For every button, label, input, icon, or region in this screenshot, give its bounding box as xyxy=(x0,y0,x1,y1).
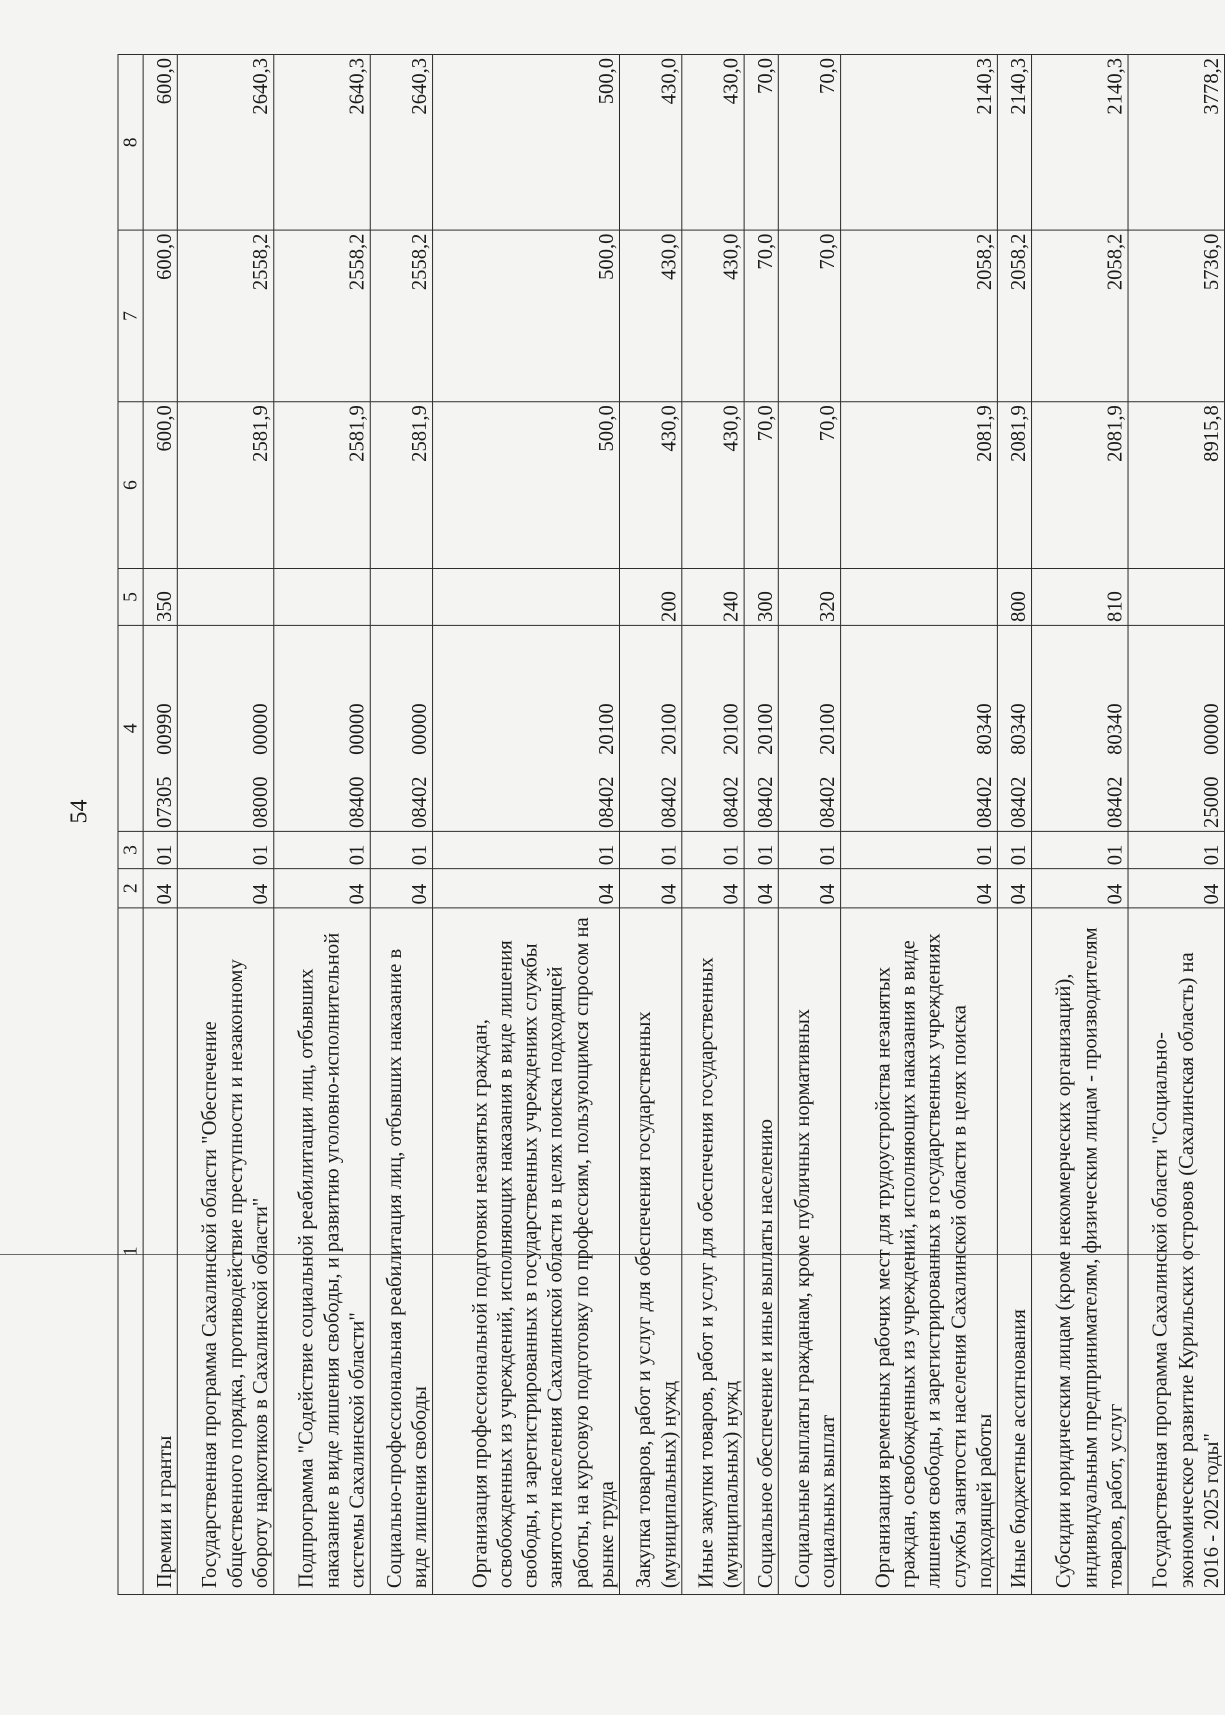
csr-code-part: 80340 xyxy=(1005,703,1030,755)
vr-code: 800 xyxy=(997,568,1031,625)
row-name: Организация временных рабочих мест для трудоустройства незанятых граждан, освобожденных из учреждений, исполняющих наказания в виде лишения свободы, и зарегистрированных в государственных учреждениях службы занятости населения Сахалинской области в целях поиска подходящей работы xyxy=(840,908,997,1595)
amount-col6: 2581,9 xyxy=(177,402,273,569)
rz-code: 04 xyxy=(619,869,681,908)
row-name: Премии и гранты xyxy=(143,908,177,1595)
table-row xyxy=(1031,55,1127,1595)
col-header: 1 xyxy=(118,908,143,1595)
csr-code xyxy=(778,625,840,831)
header-row xyxy=(118,55,143,1595)
csr-code-part: 08400 xyxy=(343,776,369,828)
row-name: Иные закупки товаров, работ и услуг для обеспечения государственных (муниципальных) нужд xyxy=(681,908,743,1595)
csr-code xyxy=(840,625,997,831)
amount-col6: 500,0 xyxy=(432,402,619,569)
csr-code xyxy=(619,625,681,831)
vr-code: 810 xyxy=(1031,568,1127,625)
vr-code: 320 xyxy=(778,568,840,625)
vr-code: 300 xyxy=(744,568,778,625)
amount-col7: 430,0 xyxy=(681,230,743,402)
amount-col7: 70,0 xyxy=(744,230,778,402)
vr-code: 200 xyxy=(619,568,681,625)
amount-col6: 8915,8 xyxy=(1128,402,1224,569)
amount-col8: 500,0 xyxy=(432,55,619,231)
csr-code-part: 25000 xyxy=(1198,776,1223,828)
table-row xyxy=(619,55,681,1595)
rz-code: 04 xyxy=(273,869,369,908)
table-row xyxy=(143,55,177,1595)
rz-code: 04 xyxy=(177,869,273,908)
amount-col6: 430,0 xyxy=(619,402,681,569)
amount-col7: 70,0 xyxy=(778,230,840,402)
csr-code-part: 00000 xyxy=(406,703,431,755)
col-header: 4 xyxy=(118,625,143,831)
csr-code-part: 08402 xyxy=(717,776,742,828)
amount-col7: 430,0 xyxy=(619,230,681,402)
pr-code: 01 xyxy=(273,831,369,868)
pr-code: 01 xyxy=(778,831,840,868)
row-name: Социальные выплаты гражданам, кроме публичных нормативных социальных выплат xyxy=(778,908,840,1595)
amount-col7: 2558,2 xyxy=(177,230,273,402)
csr-code-part: 08402 xyxy=(1005,776,1030,828)
pr-code: 01 xyxy=(681,831,743,868)
amount-col6: 70,0 xyxy=(744,402,778,569)
amount-col7: 600,0 xyxy=(143,230,177,402)
csr-code xyxy=(681,625,743,831)
vr-code xyxy=(432,568,619,625)
row-name: Социально-профессиональная реабилитация лиц, отбывших наказание в виде лишения свободы xyxy=(370,908,432,1595)
page-number: 54 xyxy=(66,799,93,824)
csr-code xyxy=(1128,625,1224,831)
table-row xyxy=(681,55,743,1595)
row-name: Социальное обеспечение и иные выплаты населению xyxy=(744,908,778,1595)
pr-code: 01 xyxy=(744,831,778,868)
pr-code: 01 xyxy=(143,831,177,868)
csr-code-part: 08402 xyxy=(406,776,431,828)
col-header: 3 xyxy=(118,831,143,868)
budget-table xyxy=(117,54,1225,1595)
csr-code-part: 80340 xyxy=(1101,703,1126,755)
amount-col7: 2058,2 xyxy=(840,230,997,402)
csr-code-part: 08402 xyxy=(971,776,996,828)
row-name: Иные бюджетные ассигнования xyxy=(997,908,1031,1595)
csr-code-part: 00000 xyxy=(1198,703,1223,755)
pr-code: 01 xyxy=(1128,831,1224,868)
row-name: Субсидии юридическим лицам (кроме некоммерческих организаций), индивидуальным предпринимателям, физическим лицам - производителям товаров, работ, услуг xyxy=(1031,908,1127,1595)
csr-code xyxy=(370,625,432,831)
table-row xyxy=(744,55,778,1595)
csr-code-part: 20100 xyxy=(717,703,742,755)
row-name: Закупка товаров, работ и услуг для обеспечения государственных (муниципальных) нужд xyxy=(619,908,681,1595)
amount-col6: 430,0 xyxy=(681,402,743,569)
csr-code-part: 00000 xyxy=(343,703,369,755)
csr-code xyxy=(143,625,177,831)
vr-code: 350 xyxy=(143,568,177,625)
table-row xyxy=(840,55,997,1595)
rz-code: 04 xyxy=(997,869,1031,908)
csr-code-part: 08402 xyxy=(1101,776,1126,828)
col-header: 2 xyxy=(118,869,143,908)
amount-col7: 5736,0 xyxy=(1128,230,1224,402)
csr-code-part: 08402 xyxy=(751,776,777,828)
amount-col8: 2140,3 xyxy=(1031,55,1127,231)
amount-col8: 70,0 xyxy=(778,55,840,231)
vr-code: 240 xyxy=(681,568,743,625)
vr-code xyxy=(273,568,369,625)
csr-code xyxy=(177,625,273,831)
csr-code-part: 20100 xyxy=(751,703,777,755)
pr-code: 01 xyxy=(840,831,997,868)
amount-col8: 2640,3 xyxy=(370,55,432,231)
vr-code xyxy=(370,568,432,625)
row-name: Организация профессиональной подготовки незанятых граждан, освобожденных из учреждений, исполняющих наказания в виде лишения свободы, и зарегистрированных в государственных учреждениях службы занятости населения Сахалинской области в целях поиска подходящей работы, на курсовую подготовку по профессиям, пользующимся спросом на рынке труда xyxy=(432,908,619,1595)
rz-code: 04 xyxy=(744,869,778,908)
table-row xyxy=(997,55,1031,1595)
amount-col6: 2081,9 xyxy=(840,402,997,569)
csr-code-part: 00990 xyxy=(150,703,176,755)
table-row xyxy=(1128,55,1224,1595)
csr-code-part: 07305 xyxy=(150,776,176,828)
table-row xyxy=(432,55,619,1595)
amount-col7: 2558,2 xyxy=(273,230,369,402)
csr-code-part: 20100 xyxy=(655,703,680,755)
pr-code: 01 xyxy=(177,831,273,868)
pr-code: 01 xyxy=(432,831,619,868)
rz-code: 04 xyxy=(1031,869,1127,908)
rz-code: 04 xyxy=(370,869,432,908)
csr-code-part: 80340 xyxy=(971,703,996,755)
csr-code-part: 00000 xyxy=(247,703,272,755)
amount-col6: 70,0 xyxy=(778,402,840,569)
budget-table-rotated xyxy=(117,55,1223,1595)
row-name: Государственная программа Сахалинской области "Обеспечение общественного порядка, противодействие преступности и незаконному обороту наркотиков в Сахалинской области" xyxy=(177,908,273,1595)
csr-code xyxy=(273,625,369,831)
row-name: Государственная программа Сахалинской области "Социально-экономическое развитие Курильских островов (Сахалинская область) на 2016 - 2025 годы" xyxy=(1128,908,1224,1595)
csr-code xyxy=(744,625,778,831)
csr-code-part: 08402 xyxy=(655,776,680,828)
amount-col6: 2581,9 xyxy=(273,402,369,569)
amount-col6: 2081,9 xyxy=(1031,402,1127,569)
csr-code xyxy=(997,625,1031,831)
amount-col8: 2640,3 xyxy=(177,55,273,231)
pr-code: 01 xyxy=(1031,831,1127,868)
amount-col6: 2081,9 xyxy=(997,402,1031,569)
amount-col8: 600,0 xyxy=(143,55,177,231)
col-header: 8 xyxy=(118,55,143,231)
amount-col6: 600,0 xyxy=(143,402,177,569)
amount-col8: 430,0 xyxy=(619,55,681,231)
rz-code: 04 xyxy=(143,869,177,908)
col-header: 5 xyxy=(118,568,143,625)
pr-code: 01 xyxy=(370,831,432,868)
csr-code-part: 08000 xyxy=(247,776,272,828)
vr-code xyxy=(1128,568,1224,625)
rz-code: 04 xyxy=(1128,869,1224,908)
amount-col7: 2558,2 xyxy=(370,230,432,402)
col-header: 6 xyxy=(118,402,143,569)
rz-code: 04 xyxy=(778,869,840,908)
row-name: Подпрограмма "Содействие социальной реабилитации лиц, отбывших наказание в виде лишения свободы, и развитию уголовно-исполнительной системы Сахалинской области" xyxy=(273,908,369,1595)
amount-col8: 2640,3 xyxy=(273,55,369,231)
amount-col8: 2140,3 xyxy=(840,55,997,231)
amount-col7: 500,0 xyxy=(432,230,619,402)
table-row xyxy=(778,55,840,1595)
amount-col8: 2140,3 xyxy=(997,55,1031,231)
vr-code xyxy=(177,568,273,625)
amount-col7: 2058,2 xyxy=(997,230,1031,402)
amount-col7: 2058,2 xyxy=(1031,230,1127,402)
rz-code: 04 xyxy=(681,869,743,908)
amount-col8: 3778,2 xyxy=(1128,55,1224,231)
pr-code: 01 xyxy=(619,831,681,868)
pr-code: 01 xyxy=(997,831,1031,868)
rz-code: 04 xyxy=(432,869,619,908)
amount-col8: 70,0 xyxy=(744,55,778,231)
table-row xyxy=(370,55,432,1595)
csr-code-part: 08402 xyxy=(814,776,839,828)
col-header: 7 xyxy=(118,230,143,402)
vr-code xyxy=(840,568,997,625)
table-row xyxy=(177,55,273,1595)
csr-code-part: 08402 xyxy=(593,776,618,828)
csr-code xyxy=(432,625,619,831)
amount-col6: 2581,9 xyxy=(370,402,432,569)
amount-col8: 430,0 xyxy=(681,55,743,231)
rz-code: 04 xyxy=(840,869,997,908)
csr-code xyxy=(1031,625,1127,831)
csr-code-part: 20100 xyxy=(814,703,839,755)
table-row xyxy=(273,55,369,1595)
csr-code-part: 20100 xyxy=(593,703,618,755)
